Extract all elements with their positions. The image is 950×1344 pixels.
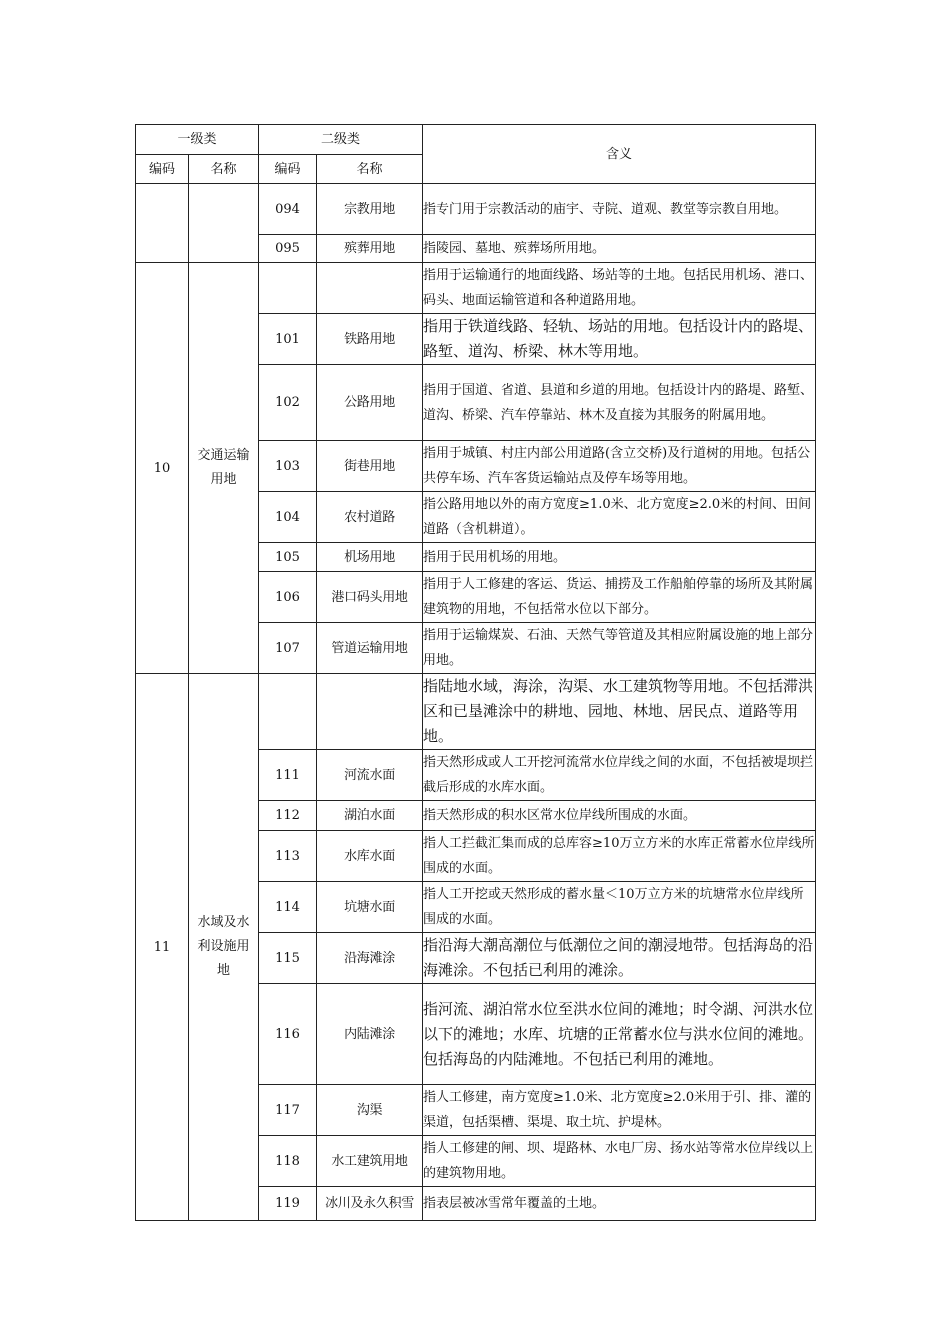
level1-name: 交通运输用地 [197,448,250,487]
level2-code: 119 [259,1187,317,1221]
level2-name: 农村道路 [317,492,423,543]
level1-code-cell: 10 [136,263,189,674]
level2-code: 095 [259,235,317,263]
description: 指用于国道、省道、县道和乡道的用地。包括设计内的路堤、路堑、道沟、桥梁、汽车停靠站、林木及直接为其服务的附属用地。 [423,365,816,441]
level2-code: 117 [259,1085,317,1136]
level2-name [317,674,423,750]
header-level1-code: 编码 [136,155,189,184]
description: 指沿海大潮高潮位与低潮位之间的潮浸地带。包括海岛的沿海滩涂。不包括已利用的滩涂。 [423,933,816,984]
level2-code: 107 [259,623,317,674]
description: 指表层被冰雪常年覆盖的土地。 [423,1187,816,1221]
description: 指河流、湖泊常水位至洪水位间的滩地；时令湖、河洪水位以下的滩地；水库、坑塘的正常蓄水位与洪水位间的滩地。包括海岛的内陆滩地。不包括已利用的滩地。 [423,984,816,1085]
level2-name: 港口码头用地 [317,572,423,623]
table-row [136,263,816,314]
level2-code: 114 [259,882,317,933]
description: 指人工修建，南方宽度≥1.0米、北方宽度≥2.0米用于引、排、灌的渠道，包括渠槽、渠堤、取土坑、护堤林。 [423,1085,816,1136]
description: 指天然形成或人工开挖河流常水位岸线之间的水面，不包括被堤坝拦截后形成的水库水面。 [423,750,816,801]
level2-name: 沟渠 [317,1085,423,1136]
level2-code: 115 [259,933,317,984]
level2-name: 坑塘水面 [317,882,423,933]
level2-name: 湖泊水面 [317,801,423,831]
level2-name: 冰川及永久积雪 [317,1187,423,1221]
description: 指用于民用机场的用地。 [423,543,816,572]
level2-code: 101 [259,314,317,365]
level2-name: 管道运输用地 [317,623,423,674]
description: 指用于铁道线路、轻轨、场站的用地。包括设计内的路堤、路堑、道沟、桥梁、林木等用地。 [423,314,816,365]
level2-name: 沿海滩涂 [317,933,423,984]
level2-code: 118 [259,1136,317,1187]
description: 指陵园、墓地、殡葬场所用地。 [423,235,816,263]
description: 指专门用于宗教活动的庙宇、寺院、道观、教堂等宗教自用地。 [423,184,816,235]
level2-name: 河流水面 [317,750,423,801]
level2-code [259,674,317,750]
level2-code [259,263,317,314]
table-row [136,184,816,235]
level1-name: 水域及水利设施用地 [197,915,250,978]
header-meaning: 含义 [423,125,816,184]
level1-name-cell [189,263,259,674]
level1-name-cell [189,674,259,1221]
level2-code: 094 [259,184,317,235]
description: 指用于运输通行的地面线路、场站等的土地。包括民用机场、港口、码头、地面运输管道和各种道路用地。 [423,263,816,314]
level1-code-cell [136,184,189,263]
description: 指陆地水域，海涂，沟渠、水工建筑物等用地。不包括滞洪区和已垦滩涂中的耕地、园地、林地、居民点、道路等用地。 [423,674,816,750]
level2-code: 104 [259,492,317,543]
level2-code: 112 [259,801,317,831]
level2-name: 宗教用地 [317,184,423,235]
level1-name-cell [189,184,259,263]
header-level1: 一级类 [136,125,259,155]
level2-name: 水库水面 [317,831,423,882]
description: 指人工开挖或天然形成的蓄水量＜10万立方米的坑塘常水位岸线所围成的水面。 [423,882,816,933]
level2-code: 102 [259,365,317,441]
header-level2-name: 名称 [317,155,423,184]
level2-name: 殡葬用地 [317,235,423,263]
level2-code: 105 [259,543,317,572]
level2-code: 116 [259,984,317,1085]
level2-code: 113 [259,831,317,882]
header-level2-code: 编码 [259,155,317,184]
level2-name: 水工建筑用地 [317,1136,423,1187]
land-use-classification-table [135,124,816,1221]
level1-code-cell: 11 [136,674,189,1221]
header-level2: 二级类 [259,125,423,155]
description: 指公路用地以外的南方宽度≥1.0米、北方宽度≥2.0米的村间、田间道路（含机耕道）。 [423,492,816,543]
description: 指人工修建的闸、坝、堤路林、水电厂房、扬水站等常水位岸线以上的建筑物用地。 [423,1136,816,1187]
description: 指用于人工修建的客运、货运、捕捞及工作船舶停靠的场所及其附属建筑物的用地，不包括常水位以下部分。 [423,572,816,623]
level2-name: 公路用地 [317,365,423,441]
table-row [136,674,816,750]
header-level1-name: 名称 [189,155,259,184]
level2-name: 街巷用地 [317,441,423,492]
level2-name: 内陆滩涂 [317,984,423,1085]
level2-name [317,263,423,314]
description: 指人工拦截汇集而成的总库容≥10万立方米的水库正常蓄水位岸线所围成的水面。 [423,831,816,882]
level2-code: 111 [259,750,317,801]
description: 指用于城镇、村庄内部公用道路(含立交桥)及行道树的用地。包括公共停车场、汽车客货运输站点及停车场等用地。 [423,441,816,492]
level2-code: 106 [259,572,317,623]
level2-code: 103 [259,441,317,492]
header-row-1 [136,125,816,155]
level2-name: 机场用地 [317,543,423,572]
description: 指用于运输煤炭、石油、天然气等管道及其相应附属设施的地上部分用地。 [423,623,816,674]
level2-name: 铁路用地 [317,314,423,365]
description: 指天然形成的积水区常水位岸线所围成的水面。 [423,801,816,831]
